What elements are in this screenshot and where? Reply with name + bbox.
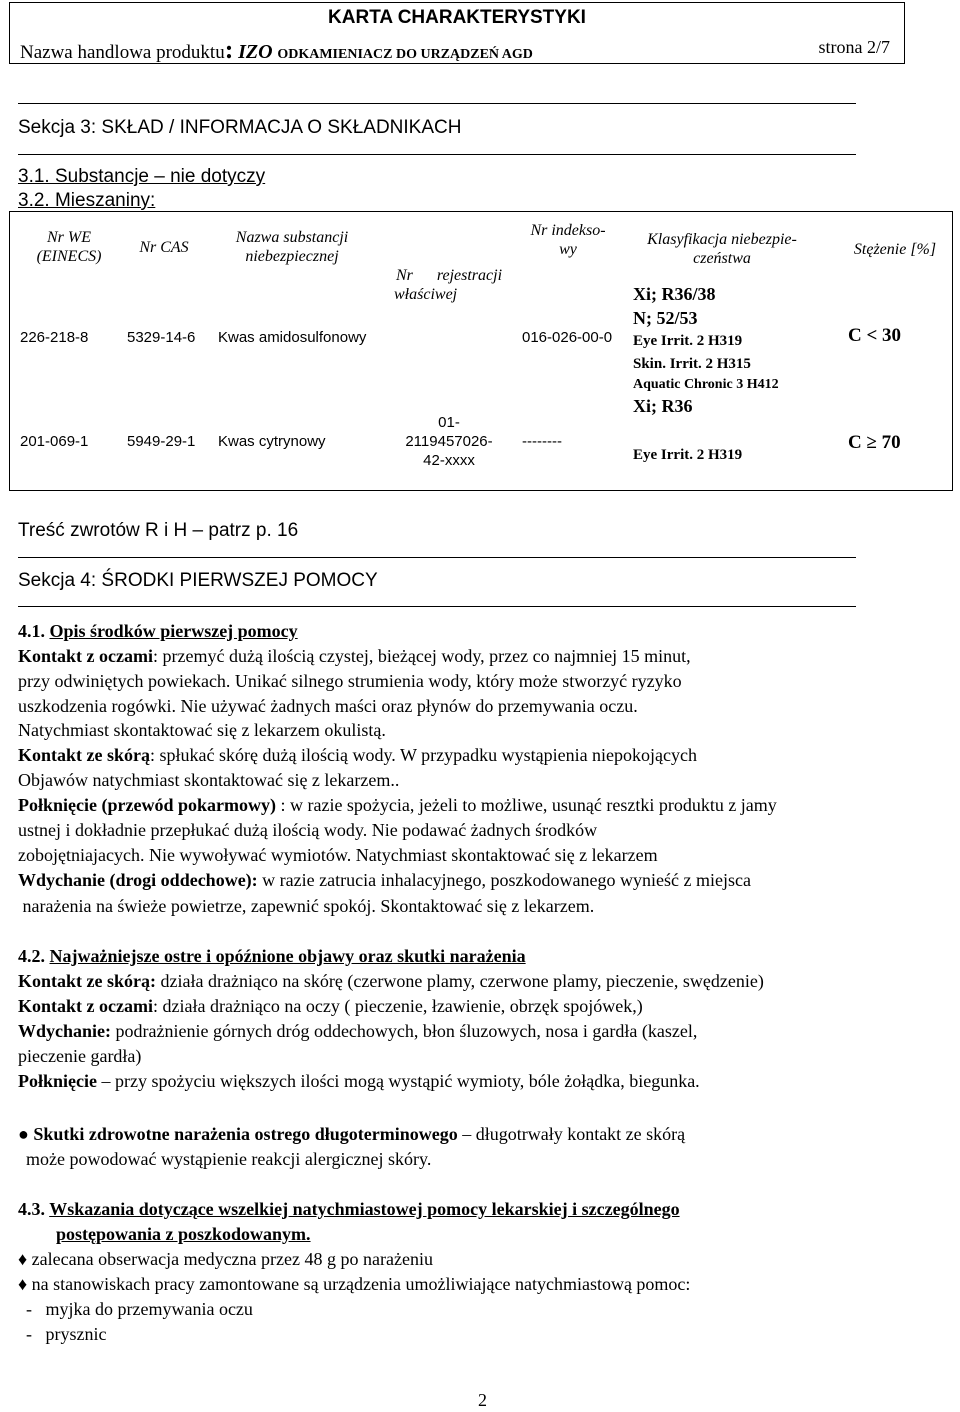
section4-heading: Sekcja 4: ŚRODKI PIERWSZEJ POMOCY: [18, 570, 378, 591]
col-header-name: Nazwa substancji niebezpiecznej: [235, 229, 349, 265]
col-header-cas: Nr CAS: [139, 239, 189, 256]
product-label: Nazwa handlowa produktu: [20, 42, 225, 63]
divider: [18, 154, 856, 155]
s43-item: ♦ na stanowiskach pracy zamontowane są urządzenia umożliwiające natychmiastową pomoc:: [18, 1274, 691, 1294]
subsection-3-1: 3.1. Substancje – nie dotyczy: [18, 166, 266, 187]
s41-line: zobojętniajacych. Nie wywoływać wymiotów. Natychmiast skontaktować się z lekarzem: [18, 845, 658, 865]
divider: [18, 557, 856, 558]
row2-name: Kwas cytrynowy: [218, 433, 326, 450]
r-h-note: Treść zwrotów R i H – patrz p. 16: [18, 520, 299, 541]
subsection-4-2-title: 4.2. Najważniejsze ostre i opóźnione objawy oraz skutki narażenia: [18, 946, 526, 966]
subsection-3-2: 3.2. Mieszaniny:: [18, 190, 156, 211]
subsection-4-3-title-cont: postępowania z poszkodowanym.: [56, 1224, 311, 1244]
subsection-4-3-title: 4.3. Wskazania dotyczące wszelkiej natychmiastowej pomocy lekarskiej i szczególnego: [18, 1199, 680, 1219]
divider: [18, 606, 856, 607]
long-term-effects-bullet: ● Skutki zdrowotne narażenia ostrego długoterminowego – długotrwały kontakt ze skórą: [18, 1124, 686, 1144]
col-header-registration: Nr rejestracji właściwej: [394, 267, 503, 303]
s41-line: Kontakt ze skórą: spłukać skórę dużą ilością wody. W przypadku wystąpienia niepokojących: [18, 745, 698, 765]
row2-cas: 5949-29-1: [127, 433, 196, 450]
s43-item: - myjka do przemywania oczu: [26, 1299, 253, 1319]
row1-index: 016-026-00-0: [522, 329, 613, 346]
s42-line: pieczenie gardła): [18, 1046, 142, 1066]
row2-ec: 201-069-1: [20, 433, 89, 450]
page-number: 2: [478, 1390, 487, 1410]
row2-class1: Xi; R36: [633, 396, 693, 416]
s41-line: uszkodzenia rogówki. Nie używać żadnych maści oraz płynów do przemywania oczu.: [18, 696, 638, 716]
s41-line: Wdychanie (drogi oddechowe): w razie zatrucia inhalacyjnego, poszkodowanego wynieść z miejsca: [18, 870, 751, 890]
s41-line: Natychmiast skontaktować się z lekarzem okulistą.: [18, 720, 386, 740]
s42-line: Kontakt z oczami: działa drażniąco na oczy ( pieczenie, łzawienie, obrzęk spojówek,): [18, 996, 643, 1016]
s41-line: przy odwiniętych powiekach. Unikać silnego strumienia wody, który może stworzyć ryzyko: [18, 671, 682, 691]
s41-line: ustnej i dokładnie przepłukać dużą ilością wody. Nie podawać żadnych środków: [18, 820, 598, 840]
row2-class2: Eye Irrit. 2 H319: [633, 447, 743, 463]
row1-class1: Xi; R36/38: [633, 284, 716, 304]
s41-line: narażenia na świeże powietrze, zapewnić spokój. Skontaktować się z lekarzem.: [18, 896, 595, 916]
row1-name: Kwas amidosulfonowy: [218, 329, 367, 346]
row1-class3: Eye Irrit. 2 H319: [633, 333, 743, 349]
row1-ec: 226-218-8: [20, 329, 89, 346]
row2-registration: 01- 2119457026- 42-xxxx: [405, 414, 493, 469]
s42-line: Połknięcie – przy spożyciu większych ilości mogą wystąpić wymioty, bóle żołądka, biegunka.: [18, 1071, 700, 1091]
page-indicator: strona 2/7: [818, 37, 890, 57]
product-brand: IZO: [238, 41, 273, 63]
document-header: [9, 2, 905, 64]
row1-class5: Aquatic Chronic 3 H412: [633, 377, 779, 392]
row1-cas: 5329-14-6: [127, 329, 196, 346]
s41-line: Kontakt z oczami: przemyć dużą ilością czystej, bieżącej wody, przez co najmniej 15 minut,: [18, 646, 691, 666]
row1-concentration: C < 30: [848, 325, 902, 346]
s43-item: - prysznic: [26, 1324, 107, 1344]
long-term-effects-line2: może powodować wystąpienie reakcji alergicznej skóry.: [26, 1149, 432, 1169]
s41-line: Połknięcie (przewód pokarmowy) : w razie spożycia, jeżeli to możliwe, usunąć resztki produktu z jamy: [18, 795, 777, 815]
product-name-line: [20, 35, 533, 65]
product-name: ODKAMIENIACZ DO URZĄDZEŃ AGD: [277, 47, 533, 62]
s42-line: Wdychanie: podrażnienie górnych dróg oddechowych, błon śluzowych, nosa i gardła (kaszel,: [18, 1021, 698, 1041]
document-title: KARTA CHARAKTERYSTYKI: [328, 7, 586, 28]
product-colon: :: [224, 35, 234, 64]
divider: [18, 103, 856, 104]
col-header-concentration: Stężenie [%]: [853, 241, 937, 258]
row2-index: --------: [522, 433, 562, 450]
col-header-index: Nr indekso- wy: [530, 222, 606, 258]
subsection-4-1-title: 4.1. Opis środków pierwszej pomocy: [18, 621, 298, 641]
row1-class4: Skin. Irrit. 2 H315: [633, 356, 751, 372]
s41-line: Objawów natychmiast skontaktować się z lekarzem..: [18, 770, 400, 790]
s43-item: ♦ zalecana obserwacja medyczna przez 48 g po narażeniu: [18, 1249, 433, 1269]
row1-class2: N; 52/53: [633, 308, 698, 328]
col-header-classification: Klasyfikacja niebezpie- czeństwa: [647, 231, 797, 267]
s42-line: Kontakt ze skórą: działa drażniąco na skórę (czerwone plamy, czerwone plamy, pieczenie, swędzenie): [18, 971, 764, 991]
col-header-ec: Nr WE (EINECS): [36, 229, 102, 265]
row2-concentration: C ≥ 70: [848, 432, 901, 453]
section3-heading: Sekcja 3: SKŁAD / INFORMACJA O SKŁADNIKACH: [18, 117, 462, 138]
